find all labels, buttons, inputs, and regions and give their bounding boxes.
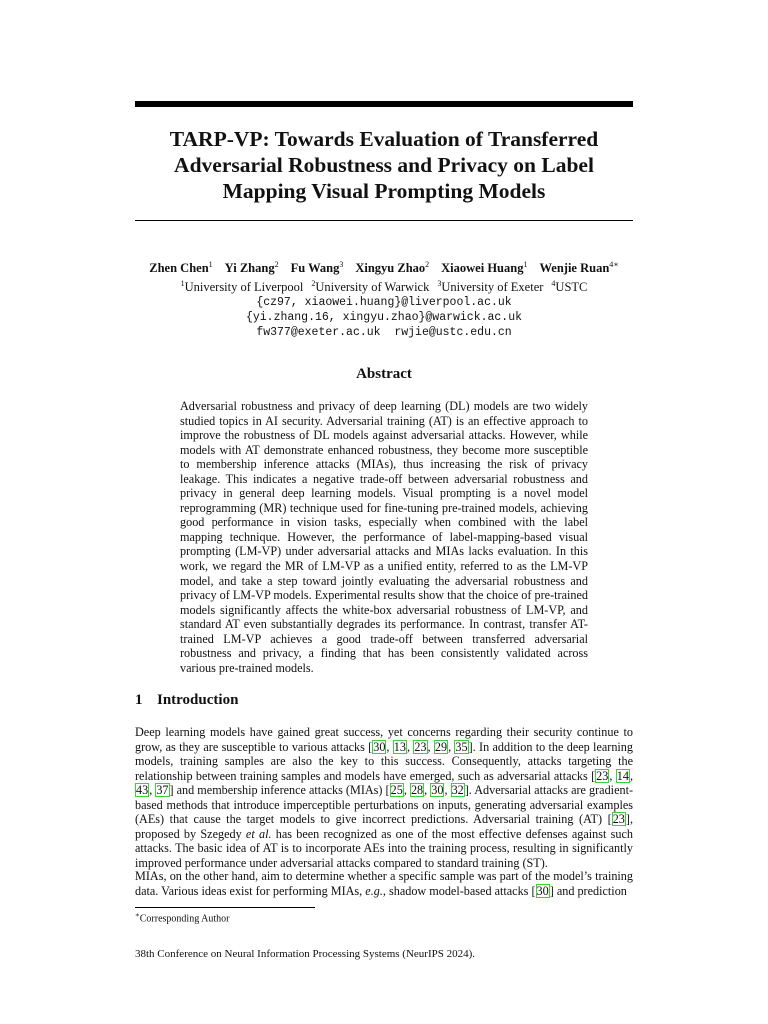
affiliation-mark: 1 (180, 279, 185, 289)
affiliations (100, 276, 668, 295)
affiliation: $^1$University of Liverpool (180, 279, 304, 295)
emphasis: e.g. (365, 883, 383, 898)
author-name: Xingyu Zhao$^2$ (355, 260, 430, 276)
abstract-heading: Abstract (356, 366, 412, 382)
affiliation-mark: 4 (551, 279, 556, 289)
citation-link[interactable]: 30 (431, 783, 444, 798)
citation-link[interactable]: 23 (414, 739, 427, 754)
author-affil-mark: 3 (339, 260, 344, 269)
citation-link[interactable]: 30 (536, 883, 549, 898)
affiliation-mark: 3 (437, 279, 442, 289)
citation-link[interactable]: 23 (612, 812, 625, 827)
title-top-rule (135, 101, 633, 107)
footnote-text: Corresponding Author (139, 913, 230, 925)
author-name: Xiaowei Huang$^1$ (441, 260, 528, 276)
footnote-rule (135, 907, 315, 908)
citation-link[interactable]: 29 (434, 739, 448, 754)
citation-link[interactable]: 30 (373, 739, 386, 754)
author-names (100, 257, 668, 276)
author-affil-mark: 1 (208, 260, 213, 269)
affiliation: $^2$University of Warwick (311, 279, 430, 295)
author-affil-mark: 4∗ (609, 260, 619, 269)
section-number: 1 (135, 692, 143, 708)
citation-link[interactable]: 43 (136, 783, 149, 798)
affiliation: $^3$University of Exeter (437, 279, 544, 295)
footnote (135, 911, 229, 924)
paper-title: TARP-VP: Towards Evaluation of Transferred Adversarial Robustness and Privacy on Label Mapping Visual Prompting Models (169, 127, 599, 203)
author-block (100, 257, 668, 340)
citation-link[interactable]: 25 (390, 783, 403, 798)
citation-link[interactable]: 32 (451, 783, 464, 798)
email-line-1[interactable]: {cz97, xiaowei.huang}@liverpool.ac.uk (256, 296, 512, 310)
citation-link[interactable]: 28 (410, 783, 424, 798)
affiliation: $^4$USTC (551, 279, 588, 295)
author-name: Yi Zhang$^2$ (224, 260, 279, 276)
section-heading-introduction (135, 692, 238, 709)
author-affil-mark: 1 (523, 260, 528, 269)
author-name: Wenjie Ruan$^{4∗}$ (539, 260, 619, 276)
email-line-3[interactable]: fw377@exeter.ac.uk rwjie@ustc.edu.cn (256, 326, 512, 340)
citation-link[interactable]: 23 (596, 768, 609, 783)
footnote-mark: ∗ (135, 911, 140, 919)
citation-link[interactable]: 14 (616, 768, 629, 783)
conference-note: 38th Conference on Neural Information Processing Systems (NeurIPS 2024). (135, 948, 476, 960)
author-name: Zhen Chen$^1$ (149, 260, 213, 276)
affiliation-mark: 2 (311, 279, 316, 289)
author-name: Fu Wang$^3$ (290, 260, 344, 276)
emphasis: et al. (245, 826, 272, 841)
intro-paragraph-2: MIAs, on the other hand, aim to determine whether a specific sample was part of the model’s training data. Various ideas exist for performing MIAs, e.g., shadow model-based attacks [30] and prediction (135, 869, 633, 898)
title-bottom-rule (135, 220, 633, 221)
author-affil-mark: 2 (274, 260, 279, 269)
section-title: Introduction (157, 692, 239, 708)
email-line-2[interactable]: {yi.zhang.16, xingyu.zhao}@warwick.ac.uk (245, 311, 523, 325)
author-affil-mark: 2 (425, 260, 430, 269)
citation-link[interactable]: 35 (455, 739, 468, 754)
citation-link[interactable]: 13 (393, 739, 406, 754)
intro-paragraph-1: Deep learning models have gained great success, yet concerns regarding their security continue to grow, as they are susceptible to various attacks [30, 13, 23, 29, 35]. In addition to the deep learning models, training samples are also the key to this success. Consequently, attacks targeting the relationship between training samples and models have emerged, such as adversarial attacks [23, 14, 43, 37] and membership inference attacks (MIAs) [25, 28, 30, 32]. Adversarial attacks are gradient-based methods that introduce imperceptible perturbations on inputs, generating adversarial examples (AEs) that cause the target models to give incorrect predictions. Adversarial training (AT) [23], proposed by Szegedy et al. has been recognized as one of the most effective defenses against such attacks. The basic idea of AT is to incorporate AEs into the training process, resulting in significantly improved performance under adversarial attacks compared to standard training (ST). (135, 725, 634, 870)
abstract-text: Adversarial robustness and privacy of deep learning (DL) models are two widely studied topics in AI security. Adversarial training (AT) is an effective approach to improve the robustness of DL models against adversarial attacks. However, while models with AT demonstrate enhanced robustness, they become more susceptible to membership inference attacks (MIAs), thus increasing the risk of privacy leakage. This indicates a negative trade-off between adversarial robustness and privacy in general deep learning models. Visual prompting is a novel model reprogramming (MR) technique used for fine-tuning pre-trained models, achieving good performance in vision tasks, especially when combined with the label mapping technique. However, the performance of label-mapping-based visual prompting (LM-VP) under adversarial attacks and MIAs lacks evaluation. In this work, we regard the MR of LM-VP as a unified entity, referred to as the LM-VP model, and take a step toward jointly evaluating the adversarial robustness and privacy of LM-VP models. Experimental results show that the choice of pre-trained models significantly affects the white-box adversarial robustness of LM-VP, and standard AT even substantially degrades its performance. In contrast, transfer AT-trained LM-VP achieves a good trade-off between transferred adversarial robustness and privacy, a finding that has been consistently validated across various pre-trained models. (180, 399, 588, 675)
citation-link[interactable]: 37 (156, 783, 169, 798)
